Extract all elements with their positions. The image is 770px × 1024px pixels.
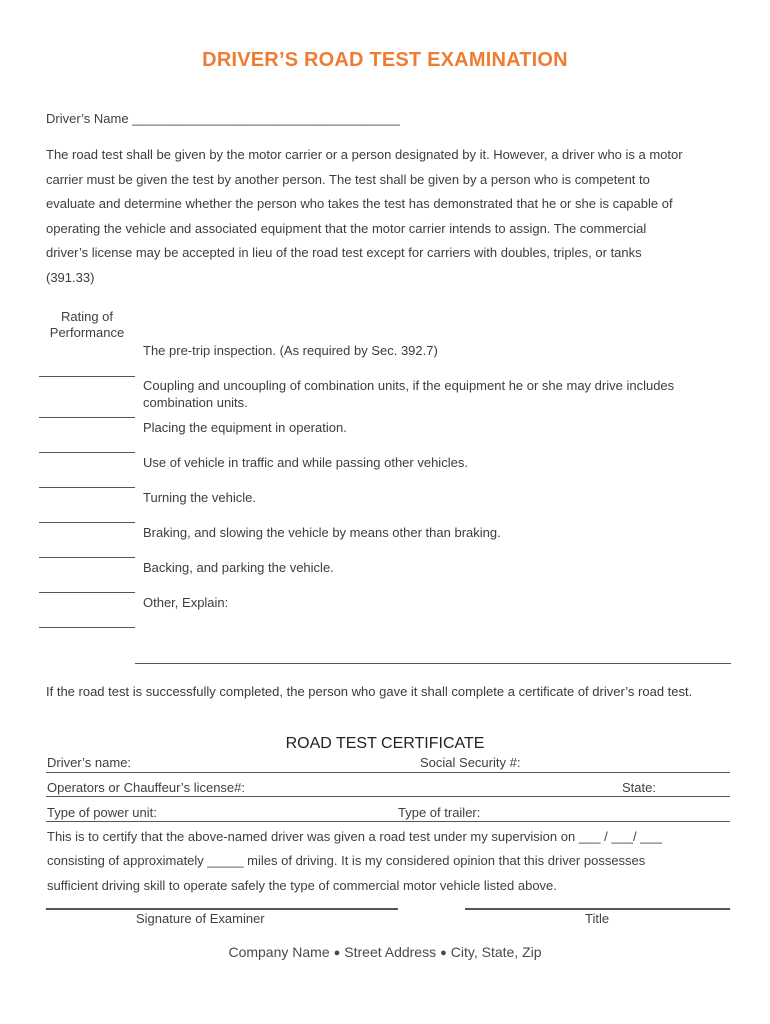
cert-row-line-3[interactable] [46,821,730,822]
cert-drivers-name-label: Driver’s name: [47,755,132,770]
test-item-backing: Backing, and parking the vehicle. [143,560,334,575]
rating-header [40,309,134,341]
test-item-braking: Braking, and slowing the vehicle by means other than braking. [143,525,501,540]
rating-blank-7[interactable] [39,592,135,593]
intro-paragraph [46,143,736,290]
other-explain-line[interactable] [135,663,731,664]
driver-name-field[interactable]: Driver’s Name _____________________________________ [46,111,400,126]
cert-row-line-1[interactable] [46,772,730,773]
signature-line[interactable] [46,908,398,910]
cert-license-label: Operators or Chauffeur’s license#: [47,780,245,795]
cert-row-line-2[interactable] [46,796,730,797]
rating-blank-3[interactable] [39,452,135,453]
intro-line: operating the vehicle and associated equipment that the motor carrier intends to assign. The commercial [46,220,647,236]
cert-state-label: State: [622,780,656,795]
rating-blank-2[interactable] [39,417,135,418]
completion-note: If the road test is successfully completed, the person who gave it shall complete a certificate of driver’s road test. [46,684,693,699]
intro-line: evaluate and determine whether the person who takes the test has demonstrated that he or she is capable of [46,196,673,211]
rating-label: Rating of [60,309,114,324]
document-title: DRIVER’S ROAD TEST EXAMINATION [202,49,568,71]
cert-ssn-label: Social Security #: [420,755,521,770]
certify-line: This is to certify that the above-named driver was given a road test under my supervision on ___ / ___/ ___ [47,829,662,844]
title-line[interactable] [465,908,730,910]
cert-power-unit-label: Type of power unit: [47,805,157,820]
bullet-icon: ● [333,947,341,959]
certify-line: consisting of approximately _____ miles of driving. It is my considered opinion that this driver possesses [47,853,646,868]
test-item-placing: Placing the equipment in operation. [143,420,347,435]
rating-blank-1[interactable] [39,376,135,377]
rating-blank-5[interactable] [39,522,135,523]
test-item-other: Other, Explain: [143,595,229,610]
cert-trailer-label: Type of trailer: [398,805,481,820]
signature-label: Signature of Examiner [136,911,265,926]
intro-line: (391.33) [46,269,95,285]
test-item-coupling: Coupling and uncoupling of combination units, if the equipment he or she may drive includes combination units. [143,378,675,410]
city-state-zip: City, State, Zip [450,944,542,960]
rating-blank-4[interactable] [39,487,135,488]
street-address: Street Address [344,944,437,960]
intro-line: The road test shall be given by the motor carrier or a person designated by it. However, a driver who is a motor [46,147,683,162]
company-name: Company Name [228,944,330,960]
intro-line: driver’s license may be accepted in lieu of the road test except for carriers with doubles, triples, or tanks [46,245,642,260]
test-item-pretrip: The pre-trip inspection. (As required by Sec. 392.7) [143,343,438,358]
certify-line: sufficient driving skill to operate safely the type of commercial motor vehicle listed above. [47,878,557,893]
test-item-traffic: Use of vehicle in traffic and while passing other vehicles. [143,455,468,470]
company-footer [0,944,770,960]
title-label: Title [585,911,610,926]
rating-blank-6[interactable] [39,557,135,558]
intro-line: carrier must be given the test by another person. The test shall be given by a person who is competent to [46,171,650,187]
test-item-turning: Turning the vehicle. [143,490,256,505]
bullet-icon: ● [440,947,447,959]
performance-label: Performance [49,325,125,340]
rating-blank-8[interactable] [39,627,135,628]
certificate-title: ROAD TEST CERTIFICATE [285,735,485,752]
